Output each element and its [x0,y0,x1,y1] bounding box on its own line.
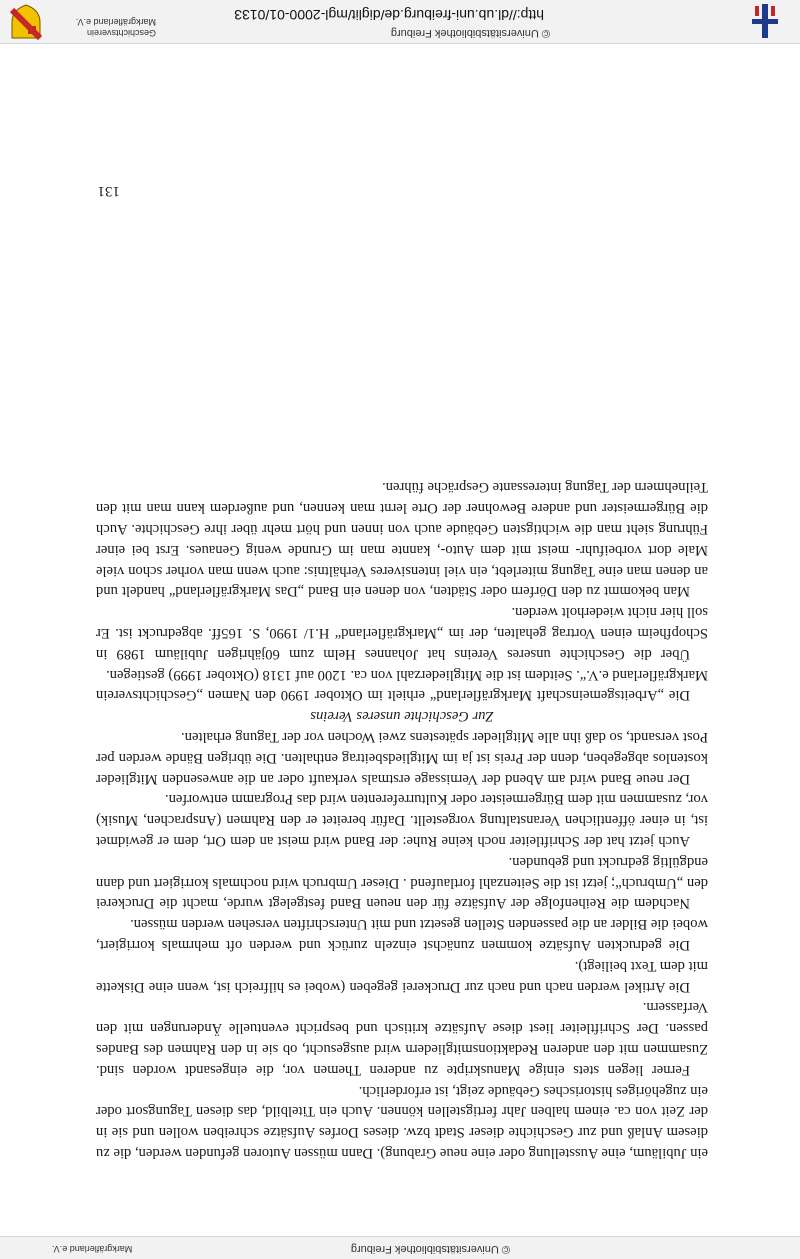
library-logo-icon [752,4,778,38]
paragraph-6: Auch jetzt hat der Schriftleiter noch keine Ruhe: der Band wird meist an dem Ort, dem er gewidmet ist, in einer öffentlichen Veranstaltung vorgestellt. Dafür bereitet er den Rahmen (Ansprachen, Musik) vor, zusammen mit dem Bürgermeister oder Kulturreferenten wird das Programm entworfen. [96,791,708,850]
paragraph-4: Die gedruckten Aufsätze kommen zunächst einzeln zurück und werden oft mehrmals korrigiert, wobei die Bilder an die passenden Stellen gesetzt und mit Unterschriften versehen werden müssen. [96,916,708,954]
page-number: 131 [97,183,120,199]
section-title: Zur Geschichte unseres Vereins [310,708,494,725]
paragraph-10: Man bekommt zu den Dörfern oder Städten, von denen ein Band „Das Markgräflerland“ handelt und an denen man eine Tagung miterlebt, ein viel intensiveres Verhältnis: auch wenn man vorher schon viele Male dort vorbeifuhr- meist mit dem Auto-, kannte man im Grunde wenig Genaues. Erst bei einer Führung sieht man die wichtigsten Gebäude auch von innen und hört mehr über ihre Geschichte. Auch die Bürgermeister und andere Bewohner der Orte lernt man kennen, und außerdem kann man mit den Teilnehmern der Tagung interessante Gespräche führen. [96,479,708,600]
header-society: Markgräflerland e.V. [52,1244,133,1254]
society-branding [0,0,160,43]
paragraph-9: Über die Geschichte unseres Vereins hat Johannes Helm zum 60jährigen Jubiläum 1989 in Schopfheim einen Vortrag gehalten, der im „Markgräflerland“ H.1/ 1990, S. 165ff. abgedruckt ist. Er soll hier nicht wiederholt werden. [96,604,708,662]
paragraph-1: ein Jubiläum, eine Ausstellung oder eine neue Grabung). Dann müssen Autoren gefunden werden, die zu diesem Anlaß und zur Geschichte dieser Stadt bzw. dieses Dorfes Aufsätze schreiben wollen und sie in der Zeit von ca. einem halben Jahr fertigstellen können. Auch ein Titelbild, das diesen Tagungsort oder ein zugehöriges historisches Gebäude zeigt, ist erforderlich. [96,1082,708,1161]
society-name-line1: Geschichtsverein [86,28,156,38]
paragraph-3: Die Artikel werden nach und nach zur Druckerei gegeben (wobei es hilfreich ist, wenn eine Diskette mit dem Text beiliegt). [96,957,708,995]
footer-strip [0,0,800,44]
footer-copyright: © Universitätsbibliothek Freiburg [390,27,550,39]
paragraph-2: Ferner liegen stets einige Manuskripte zu anderen Themen vor, die eingesandt worden sind. Zusammen mit den anderen Redaktionsmitgliedern wird ausgesucht, ob sie in den Rahmen des Bandes passen. Der Schriftleiter liest diese Aufsätze kritisch und bespricht eventuelle Änderungen mit den Verfassern. [96,999,708,1078]
society-crest-icon [10,4,42,40]
paragraph-7: Der neue Band wird am Abend der Vernissage erstmals verkauft oder an die anwesenden Mitglieder kostenlos abgegeben, denn der Preis ist ja im Mitgliedsbeitrag enthalten. Die übrigen Bände werden per Post versandt, so daß ihn alle Mitglieder spätestens zwei Wochen vor der Tagung erhalten. [96,729,708,787]
society-name [46,16,156,38]
page-body [96,477,708,1163]
society-name-line2: Markgräflerland e.V. [75,17,156,27]
paragraph-5: Nachdem die Reihenfolge der Aufsätze für den neuen Band festgelegt wurde, macht die Druckerei den „Umbruch“; jetzt ist die Seitenzahl fortlaufend . Dieser Umbruch wird nochmals korrigiert und dann endgültig gedruckt und gebunden. [96,853,708,912]
header-copyright: © Universitätsbibliothek Freiburg [350,1243,510,1255]
document-url-link[interactable]: http://dl.ub.uni-freiburg.de/diglit/mgl-2000-01/0133 [234,7,544,23]
paragraph-8: Die „Arbeitsgemeinschaft Markgräflerland“ erhielt im Oktober 1990 den Namen „Geschichtsverein Markgräflerland e.V.“. Seitdem ist die Mitgliederzahl von ca. 1200 auf 1318 (Oktober 1999) gestiegen. [96,666,708,704]
header-strip [0,1236,800,1259]
